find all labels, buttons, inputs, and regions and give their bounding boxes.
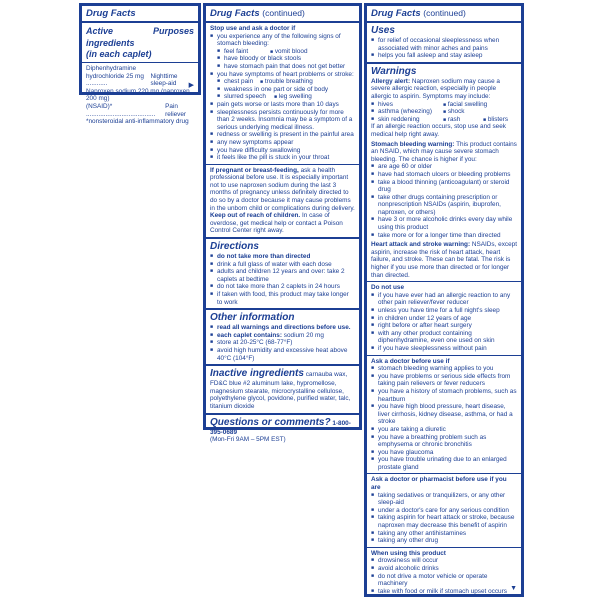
stomach-bleeding-warning: Stomach bleeding warning: This product contains an NSAID, which may cause severe stomach bleeding. The chance is higher if you: (371, 140, 517, 163)
list-item: ■ if taken with food, this product may take longer to work (210, 291, 355, 306)
list-item: ■ taking any other drug (371, 537, 517, 545)
ask-doctor-list (371, 365, 517, 471)
list-item: ■ in children under 12 years of age (371, 315, 517, 323)
list-item: ■ do not drive a motor vehicle or operate machinery (371, 573, 517, 588)
stop-use-list (210, 33, 355, 162)
active-ingredients-subheading: (in each caplet) (86, 49, 152, 59)
continue-arrow-icon: ▼ (510, 585, 517, 592)
list-item: ■ any new symptoms appear (210, 139, 355, 147)
list-item: ■ hives ■ facial swelling (371, 101, 517, 109)
heart-attack-warning: Heart attack and stroke warning: NSAIDs, except aspirin, increase the risk of heart attack, heart failure, and stroke. These can be fatal. The risk is higher if you use more than directed or for longer than directed. (371, 241, 517, 279)
list-item: ■ avoid alcoholic drinks (371, 565, 517, 573)
list-item: ■ take other drugs containing prescription or nonprescription NSAIDs (aspirin, ibuprofen, naproxen, or others) (371, 194, 517, 217)
when-using-heading: When using this product (371, 549, 446, 557)
list-item: ■ you have high blood pressure, heart disease, liver cirrhosis, kidney disease, asthma, or had a stroke (371, 403, 517, 426)
list-item: ■ taking sedatives or tranquilizers, or any other sleep-aid (371, 492, 517, 507)
do-not-use-heading: Do not use (371, 284, 405, 292)
list-item: ■ store at 20-25°C (68-77°F) (210, 339, 355, 347)
ingredient-line: Diphenhydramine (86, 65, 137, 72)
hours: (Mon-Fri 9AM – 5PM EST) (210, 436, 286, 444)
panel-title: Drug Facts (continued) (210, 8, 305, 19)
divider (206, 164, 359, 165)
list-item: ■ pain gets worse or lasts more than 10 days (210, 101, 355, 109)
list-item: ■ you have problems or serious side effects from taking pain relievers or fever reducers (371, 373, 517, 388)
divider (367, 281, 521, 282)
ask-pharmacist-heading: Ask a doctor or pharmacist before use if you are (371, 476, 507, 492)
list-item: ■ right before or after heart surgery (371, 322, 517, 330)
list-item: ■ you are taking a diuretic (371, 426, 517, 434)
other-information-heading: Other information (210, 312, 295, 324)
list-item: ■ you have trouble urinating due to an enlarged prostate gland (371, 456, 517, 471)
list-item: ■ you experience any of the following signs of stomach bleeding: (210, 33, 355, 48)
divider (206, 308, 359, 310)
active-ingredients-header (86, 25, 194, 49)
list-item: ■ you have symptoms of heart problems or stroke: (210, 71, 355, 79)
uses-list (371, 37, 517, 60)
when-using-list (371, 557, 517, 595)
list-item: ■ take a blood thinning (anticoagulant) or steroid drug (371, 179, 517, 194)
list-item: ■ take more or for a longer time than directed (371, 232, 517, 240)
ask-doctor-heading: Ask a doctor before use if (371, 357, 450, 365)
divider (82, 21, 198, 23)
list-item: ■ have had stomach ulcers or bleeding problems (371, 171, 517, 179)
list-item: ■ stomach bleeding warning applies to you (371, 365, 517, 373)
list-item: ■ feel faint ■ vomit blood (210, 48, 355, 56)
ingredient-line: hydrochloride 25 mg ............ Nighttime sleep-aid (86, 72, 178, 88)
uses-heading: Uses (371, 25, 395, 36)
ingredient-line: Naproxen sodium 220 mg (naproxen 200 mg) (86, 87, 190, 103)
allergy-alert: Allergy alert: Naproxen sodium may cause a severe allergic reaction, especially in people allergic to aspirin. Symptoms may include: (371, 77, 500, 100)
list-item: ■ have bloody or black stools (210, 55, 355, 63)
list-item: ■ taking any other antihistamines (371, 530, 517, 538)
list-item: ■ you have a breathing problem such as emphysema or chronic bronchitis (371, 434, 517, 449)
list-item: ■ slurred speech ■ leg swelling (210, 93, 355, 101)
list-item: ■ taking aspirin for heart attack or stroke, because naproxen may decrease this benefit of aspirin (371, 514, 517, 529)
panel-active-ingredients (79, 3, 201, 126)
list-item: ■ sleeplessness persists continuously for more than 2 weeks. Insomnia may be a symptom of a serious underlying medical illness. (210, 109, 355, 132)
list-item: ■ do not take more than directed (210, 253, 355, 261)
warnings-heading: Warnings (371, 65, 417, 77)
panel-active-ingredients-body (82, 6, 198, 126)
stop-use-heading: Stop use and ask a doctor if (210, 25, 296, 32)
list-item: ■ unless you have time for a full night's sleep (371, 307, 517, 315)
divider (367, 355, 521, 356)
stomach-bleeding-list (371, 163, 517, 239)
list-item: ■ read all warnings and directions before use. (210, 324, 355, 332)
divider (367, 473, 521, 474)
list-item: ■ you have difficulty swallowing (210, 147, 355, 155)
directions-list (210, 253, 355, 306)
list-item: ■ for relief of occasional sleeplessness when associated with minor aches and pains (371, 37, 517, 52)
divider (206, 21, 359, 23)
divider (206, 237, 359, 239)
continue-arrow-icon: ▶ (188, 82, 194, 89)
children-warning: Keep out of reach of children. In case of overdose, get medical help or contact a Poison Control Center right away. (210, 212, 343, 235)
list-item: ■ with any other product containing diphenhydramine, even one used on skin (371, 330, 517, 345)
list-item: ■ avoid high humidity and excessive heat above 40°C (104°F) (210, 347, 355, 362)
divider (82, 62, 198, 63)
other-information-list (210, 324, 355, 362)
panel-title: Drug Facts (86, 8, 136, 19)
list-item: ■ each caplet contains: sodium 20 mg (210, 332, 355, 340)
panel-drug-facts-middle (203, 3, 362, 444)
purposes-heading: Purposes (152, 26, 194, 36)
questions: Questions or comments? 1-800-395-0689 (210, 416, 351, 436)
list-item: ■ are age 60 or older (371, 163, 517, 171)
list-item: ■ weakness in one part or side of body (210, 86, 355, 94)
list-item: ■ skin reddening ■ rash ■ blisters (371, 116, 517, 124)
list-item: ■ adults and children 12 years and over: take 2 caplets at bedtime (210, 268, 355, 283)
divider (206, 364, 359, 366)
list-item: ■ do not take more than 2 caplets in 24 hours (210, 283, 355, 291)
list-item: ■ if you have ever had an allergic reaction to any other pain reliever/fever reducer (371, 292, 517, 307)
allergy-symptoms-list (371, 101, 517, 124)
list-item: ■ under a doctor's care for any serious condition (371, 507, 517, 515)
active-ingredients-heading: Active ingredients (86, 26, 135, 48)
list-item: ■ take with food or milk if stomach upset occurs (371, 588, 517, 596)
pregnancy-warning: If pregnant or breast-feeding, ask a health professional before use. It is especially important not to use naproxen sodium during the last 3 months of pregnancy unless definitely directed to do so by a doctor because it may cause problems in the unborn child or complications during delivery. (210, 166, 355, 212)
list-item: ■ it feels like the pill is stuck in your throat (210, 154, 355, 162)
panel-drug-facts-right (364, 3, 524, 597)
divider (367, 62, 521, 64)
directions-heading: Directions (210, 241, 259, 253)
list-item: ■ you have glaucoma (371, 449, 517, 457)
list-item: ■ helps you fall asleep and stay asleep (371, 52, 517, 60)
allergy-after: If an allergic reaction occurs, stop use and seek medical help right away. (371, 123, 506, 138)
ask-pharmacist-list (371, 492, 517, 545)
do-not-use-list (371, 292, 517, 353)
list-item: ■ if you have sleeplessness without pain (371, 345, 517, 353)
list-item: ■ have stomach pain that does not get better (210, 63, 355, 71)
divider (367, 547, 521, 548)
footnote: *nonsteroidal anti-inflammatory drug (86, 118, 189, 126)
panel-right-body (367, 6, 521, 594)
divider (367, 21, 521, 23)
panel-title: Drug Facts (continued) (371, 8, 466, 19)
list-item: ■ asthma (wheezing) ■ shock (371, 108, 517, 116)
list-item: ■ drink a full glass of water with each dose (210, 261, 355, 269)
list-item: ■ redness or swelling is present in the painful area (210, 131, 355, 139)
list-item: ■ chest pain ■ trouble breathing (210, 78, 355, 86)
divider (206, 413, 359, 415)
list-item: ■ drowsiness will occur (371, 557, 517, 565)
inactive-ingredients: Inactive ingredients carnauba wax, FD&C blue #2 aluminum lake, hypromellose, magnesium stearate, microcrystalline cellulose, polyethylene glycol, povidone, purified water, talc, titanium dioxide (210, 368, 351, 410)
panel-middle-body (206, 6, 359, 444)
list-item: ■ have 3 or more alcoholic drinks every day while using this product (371, 216, 517, 231)
list-item: ■ you have a history of stomach problems, such as heartburn (371, 388, 517, 403)
ingredient-line: (NSAID)* ....................................... Pain reliever (86, 102, 187, 118)
